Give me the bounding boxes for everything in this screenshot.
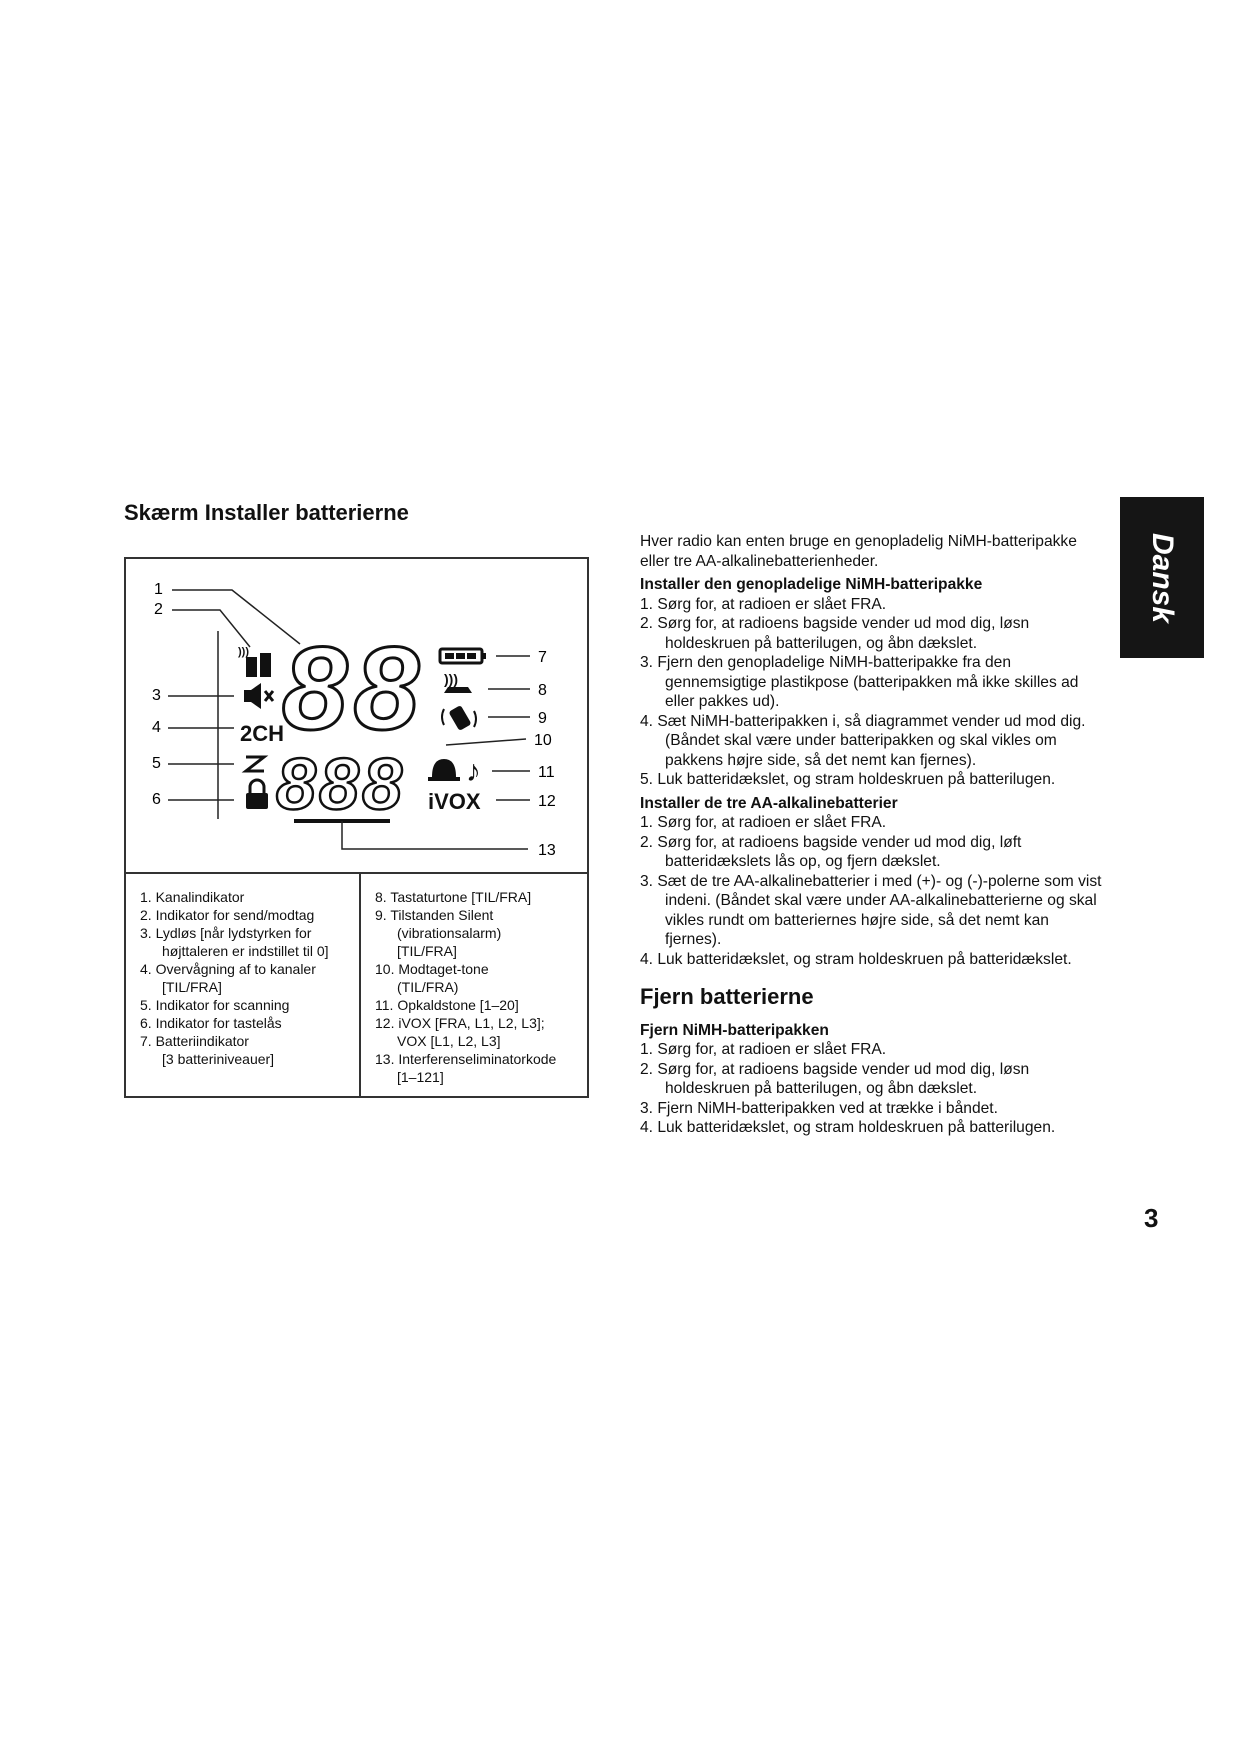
received-tone-icon [428,759,460,781]
legend-left [140,888,355,1068]
legend-item: 6. Indikator for tastelås [140,1015,282,1031]
callout-2: 2 [154,601,163,618]
step-item: 3. Sæt de tre AA-alkalinebatterier i med (+)- og (-)-polerne som vist indeni. (Båndet skal være under AA-alkalinebatterierne og skal vikles rundt om batteriernes højre side, så det nemt kan fjernes). [640,872,1102,948]
section-heading: Skærm Installer batterierne [124,500,409,525]
legend-item: [3 batteriniveauer] [162,1051,275,1067]
step-item: 3. Fjern NiMH-batteripakken ved at trække i båndet. [640,1099,998,1117]
remove-steps [640,1040,1108,1138]
legend-item: 2. Indikator for send/modtag [140,907,315,923]
legend-item: 3. Lydløs [når lydstyrken for [140,925,312,941]
nimh-title: Installer den genopladelige NiMH-batteripakke [640,576,983,593]
legend-divider [126,872,587,874]
callout-8: 8 [538,682,547,699]
keypad-tone-icon [444,671,472,693]
legend-item: 1. Kanalindikator [140,889,245,905]
legend-item: VOX [L1, L2, L3] [397,1033,501,1049]
step-item: 4. Luk batteridækslet, og stram holdeskruen på batteridækslet. [640,950,1072,968]
step-item: 4. Luk batteridækslet, og stram holdeskruen på batterilugen. [640,1119,1056,1136]
step-item: 2. Sørg for, at radioens bagside vender ud mod dig, løft batteridækslets lås op, og fjern dækslet. [640,833,1022,870]
legend-item: 10. Modtaget-tone [375,961,489,977]
legend-right [375,888,585,1086]
step-item: 2. Sørg for, at radioens bagside vender ud mod dig, løsn holdeskruen på batterilugen, og åbn dækslet. [640,615,1030,652]
step-item: 5. Luk batteridækslet, og stram holdeskruen på batterilugen. [640,771,1056,788]
battery-icon [440,649,486,663]
lcd-diagram [126,559,591,872]
svg-text:))): ))) [238,646,249,658]
svg-text:♪: ♪ [466,755,481,788]
step-item: 1. Sørg for, at radioen er slået FRA. [640,595,887,613]
callout-9: 9 [538,710,547,727]
legend-item: [1–121] [397,1069,444,1085]
svg-text:88: 88 [282,623,426,755]
legend-item: 11. Opkaldstone [1–20] [375,997,519,1013]
lock-icon [246,780,268,809]
legend-item: 4. Overvågning af to kanaler [140,961,316,977]
remove-heading: Fjern batterierne [640,984,814,1009]
legend-item: 7. Batteriindikator [140,1033,249,1049]
legend-item: 8. Tastaturtone [TIL/FRA] [375,889,532,905]
call-tone-icon [466,755,481,788]
legend-item: [TIL/FRA] [162,979,222,995]
legend-item: (TIL/FRA) [397,979,459,995]
channel-digits [282,623,425,755]
callout-6: 6 [152,791,161,808]
instructions-column [640,532,1108,1138]
intro-text: Hver radio kan enten bruge en genopladelig NiMH-batteripakke eller tre AA-alkalinebatterienheder. [640,533,1077,570]
language-tab-label: Dansk [1146,532,1179,623]
dual-watch-icon: 2CH [240,721,285,746]
legend-item: [TIL/FRA] [397,943,457,959]
callout-12: 12 [538,793,556,810]
step-item: 1. Sørg for, at radioen er slået FRA. [640,1041,887,1058]
mute-icon [244,683,273,709]
step-item: 1. Sørg for, at radioen er slået FRA. [640,814,887,831]
language-tab [1120,497,1204,658]
legend-item: 5. Indikator for scanning [140,997,290,1013]
page-number: 3 [1144,1203,1159,1233]
callout-5: 5 [152,755,161,772]
vibrate-icon [442,705,476,731]
code-digits: 888 [276,745,406,825]
step-item: 2. Sørg for, at radioens bagside vender ud mod dig, løsn holdeskruen på batterilugen, og åbn dækslet. [640,1060,1030,1097]
remove-title: Fjern NiMH-batteripakken [640,1021,829,1039]
legend-item: (vibrationsalarm) [397,925,502,941]
callout-13: 13 [538,842,556,859]
step-item: 3. Fjern den genopladelige NiMH-batteripakke fra den gennemsigtige plastikpose (batteripakken må ikke skilles ad eller pakkes ud). [640,654,1079,710]
callout-7: 7 [538,649,547,666]
callout-10: 10 [534,732,552,749]
aa-steps [640,813,1108,969]
legend-item: 12. iVOX [FRA, L1, L2, L3]; [375,1015,545,1031]
callout-1: 1 [154,581,163,598]
legend-column-divider [359,872,361,1096]
callout-4: 4 [152,719,161,736]
legend-item: højttaleren er indstillet til 0] [162,943,329,959]
svg-text:))): ))) [444,671,458,687]
legend-item: 13. Interferenseliminatorkode [375,1051,557,1067]
legend-item: 9. Tilstanden Silent [375,907,494,923]
step-item: 4. Sæt NiMH-batteripakken i, så diagrammet vender ud mod dig. (Båndet skal være under batteripakken og skal vikles om pakkens højre side, så det nemt kan fjernes). [640,712,1086,769]
callout-11: 11 [538,764,555,781]
callout-3: 3 [152,687,161,704]
lcd-diagram-box [124,557,589,1098]
aa-title: Installer de tre AA-alkalinebatterier [640,794,898,812]
tx-rx-icon [238,646,271,677]
scan-icon [246,757,264,771]
ivox-icon: iVOX [428,789,481,814]
nimh-steps [640,595,1108,790]
